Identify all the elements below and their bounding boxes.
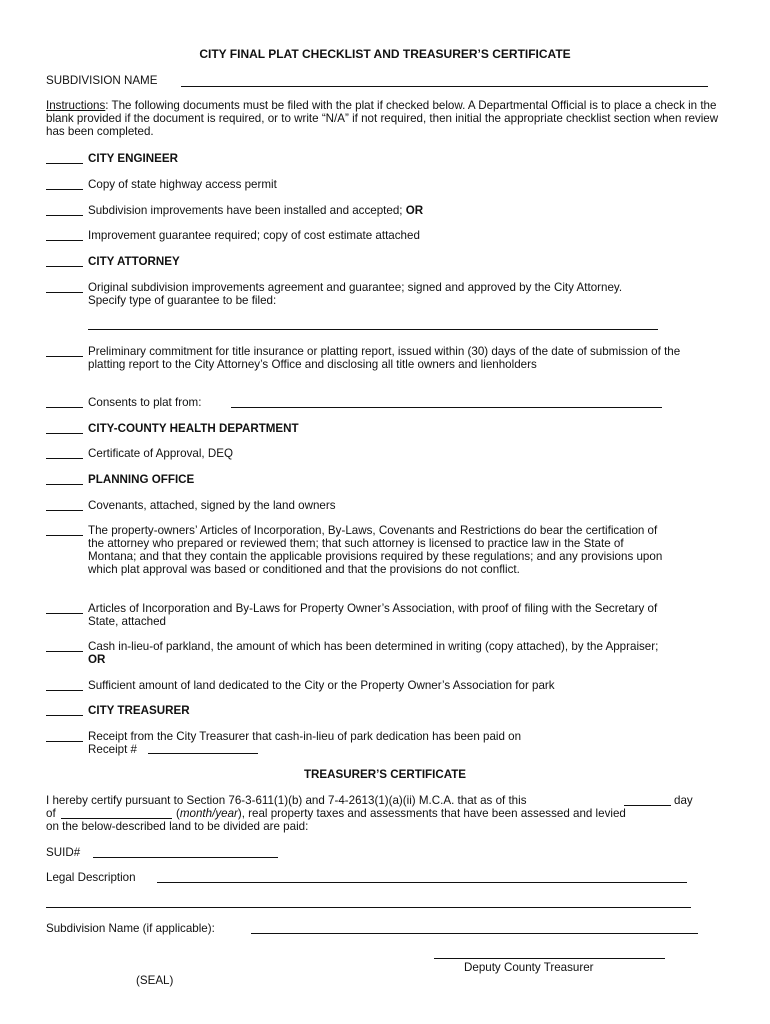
receipt-number-label: Receipt # [88, 743, 137, 756]
day-field[interactable] [624, 805, 671, 806]
instructions-paragraph [46, 99, 721, 138]
subdivision-name-applicable-field[interactable] [251, 933, 698, 934]
seal-label: (SEAL) [136, 974, 174, 987]
check-blank-title-insurance[interactable] [46, 356, 83, 357]
check-blank-articles-poa[interactable] [46, 613, 83, 614]
page-title: CITY FINAL PLAT CHECKLIST AND TREASURER’S CERTIFICATE [199, 47, 571, 61]
subdivision-name-label: SUBDIVISION NAME [46, 74, 158, 87]
or-label: OR [405, 204, 424, 217]
legal-description-label: Legal Description [46, 871, 136, 884]
check-blank-receipt[interactable] [46, 741, 83, 742]
or-label-2: OR [88, 653, 106, 666]
item-articles-owners: The property-owners’ Articles of Incorporation, By-Laws, Covenants and Restrictions do bear the certification of the attorney who prepared or reviewed them; that such attorney is licensed to practice law in the State of Montana; and that they contain the applicable provisions required by these regulations; and any provisions upon which plat approval was based or conditioned and that the provisions do not conflict. [88, 524, 663, 576]
check-blank-sufficient-land[interactable] [46, 690, 83, 691]
section-city-treasurer: CITY TREASURER [88, 704, 190, 717]
of-label: of [46, 807, 56, 820]
item-improvements-installed [88, 204, 708, 217]
item-guarantee-required: Improvement guarantee required; copy of cost estimate attached [88, 229, 420, 242]
item-cash-in-lieu [88, 640, 678, 666]
improvements-installed-text: Subdivision improvements have been installed and accepted; [88, 204, 403, 217]
check-blank-consents[interactable] [46, 407, 83, 408]
item-sufficient-land: Sufficient amount of land dedicated to the City or the Property Owner’s Association for park [88, 679, 555, 692]
check-blank-city-engineer[interactable] [46, 163, 83, 164]
certificate-line-2-rest: ), real property taxes and assessments that have been assessed and levied [237, 807, 626, 820]
check-blank-cash-in-lieu[interactable] [46, 651, 83, 652]
guarantee-type-field[interactable] [88, 329, 658, 330]
receipt-number-field[interactable] [148, 753, 258, 754]
check-blank-certificate-deq[interactable] [46, 458, 83, 459]
suid-field[interactable] [93, 857, 278, 858]
consents-field[interactable] [231, 407, 662, 408]
item-covenants: Covenants, attached, signed by the land owners [88, 499, 336, 512]
item-certificate-deq: Certificate of Approval, DEQ [88, 447, 233, 460]
deputy-signature-field[interactable] [434, 958, 665, 959]
check-blank-guarantee-required[interactable] [46, 240, 83, 241]
section-health-dept: CITY-COUNTY HEALTH DEPARTMENT [88, 422, 299, 435]
check-blank-covenants[interactable] [46, 510, 83, 511]
item-original-agreement: Original subdivision improvements agreement and guarantee; signed and approved by the City Attorney. Specify type of guarantee to be filed: [88, 281, 623, 307]
instructions-text: : The following documents must be filed with the plat if checked below. A Departmental Official is to place a check in the blank provided if the document is required, or to write “N/A” if not required, then initial the appropriate checklist section when review has been completed. [46, 99, 719, 138]
certificate-line-1: I hereby certify pursuant to Section 76-3-611(1)(b) and 7-4-2613(1)(a)(ii) M.C.A. that as of this [46, 794, 527, 807]
month-year-label: month/year [179, 807, 238, 820]
day-label: day [674, 794, 693, 807]
subdivision-name-field[interactable] [181, 86, 708, 87]
item-articles-poa: Articles of Incorporation and By-Laws for Property Owner’s Association, with proof of filing with the Secretary of State, attached [88, 602, 658, 628]
instructions-label: Instructions [46, 99, 106, 112]
section-planning-office: PLANNING OFFICE [88, 473, 195, 486]
certificate-line-2: (month/year), real property taxes and assessments that have been assessed and levied [176, 807, 626, 820]
item-highway-permit: Copy of state highway access permit [88, 178, 277, 191]
check-blank-improvements-installed[interactable] [46, 215, 83, 216]
section-city-attorney: CITY ATTORNEY [88, 255, 180, 268]
suid-label: SUID# [46, 846, 81, 859]
item-title-insurance: Preliminary commitment for title insurance or platting report, issued within (30) days of the date of submission of the platting report to the City Attorney’s Office and disclosing all title owners and lienholders [88, 345, 681, 371]
legal-description-field[interactable] [157, 882, 687, 883]
certificate-line-3: on the below-described land to be divided are paid: [46, 820, 309, 833]
legal-description-field-2[interactable] [46, 907, 691, 908]
check-blank-highway-permit[interactable] [46, 189, 83, 190]
section-city-engineer: CITY ENGINEER [88, 152, 178, 165]
item-receipt: Receipt from the City Treasurer that cash-in-lieu of park dedication has been paid on [88, 730, 522, 743]
check-blank-health-dept[interactable] [46, 433, 83, 434]
deputy-treasurer-label: Deputy County Treasurer [464, 961, 594, 974]
treasurer-certificate-heading: TREASURER’S CERTIFICATE [303, 768, 467, 781]
check-blank-planning-office[interactable] [46, 484, 83, 485]
check-blank-city-attorney[interactable] [46, 266, 83, 267]
subdivision-name-applicable-label: Subdivision Name (if applicable): [46, 922, 215, 935]
check-blank-city-treasurer[interactable] [46, 715, 83, 716]
month-year-field[interactable] [61, 818, 172, 819]
item-consents: Consents to plat from: [88, 396, 202, 409]
check-blank-articles-owners[interactable] [46, 535, 83, 536]
cash-in-lieu-text: Cash in-lieu-of parkland, the amount of which has been determined in writing (copy attached), by the Appraiser; [88, 640, 659, 653]
check-blank-original-agreement[interactable] [46, 292, 83, 293]
